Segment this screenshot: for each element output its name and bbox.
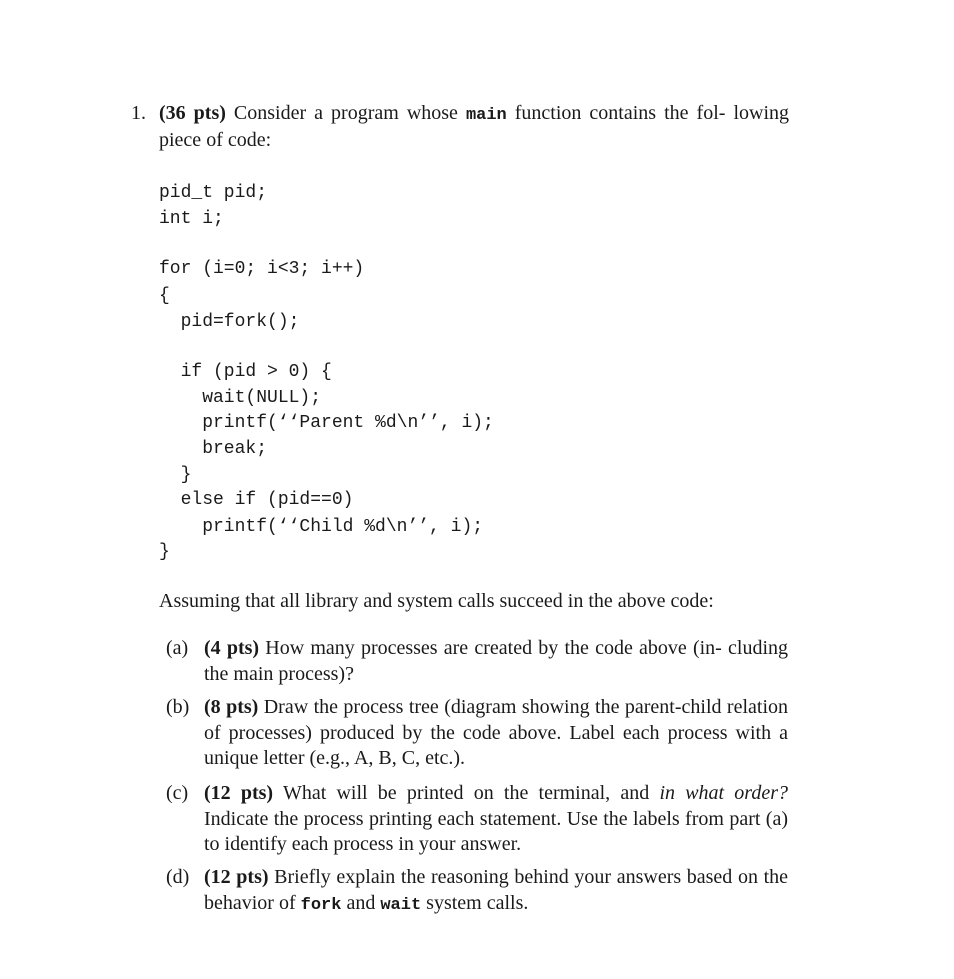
part-d-code-fork: fork [300, 895, 342, 915]
intro-text-after: function contains the fol- lowing piece of code: [159, 102, 789, 151]
part-d-text-1: Briefly explain the reasoning behind your answers based on the behavior of [204, 866, 789, 914]
code-line-7: wait(NULL); [159, 388, 322, 408]
assumption-text: Assuming that all library and system calls succeed in the above code: [159, 590, 714, 612]
part-d-body [204, 865, 788, 918]
part-c-body [204, 781, 788, 858]
code-line-1: pid_t pid; [159, 183, 268, 203]
part-d-text-2: and [346, 891, 376, 914]
code-line-11: else if (pid==0) [159, 490, 354, 510]
part-b [166, 695, 788, 772]
intro-text-before: Consider a program whose [233, 102, 458, 124]
code-line-10: } [159, 465, 192, 485]
code-line-8: printf(‘‘Parent %d\n’’, i); [159, 413, 494, 433]
part-d-label: (d) [166, 866, 190, 888]
code-line-9: break; [159, 439, 268, 459]
part-a-body [204, 636, 788, 687]
part-b-points: (8 pts) [204, 696, 259, 718]
part-d [166, 865, 788, 918]
code-line-2: int i; [159, 209, 224, 229]
part-a [166, 636, 788, 687]
part-a-points: (4 pts) [204, 637, 260, 659]
part-c-text-1: What will be printed on the terminal, and [282, 782, 650, 804]
code-line-3: for (i=0; i<3; i++) [159, 259, 365, 279]
part-d-text-3: system calls. [426, 891, 529, 914]
part-b-body [204, 695, 788, 772]
part-c-text-2: Indicate the process printing each statement. Use the labels from part (a) to identify each process in your answer. [204, 807, 788, 855]
part-c [166, 781, 788, 858]
part-c-text-italic: in what order? [659, 782, 789, 804]
part-d-code-wait: wait [380, 895, 422, 915]
part-a-text: How many processes are created by the code above (in- cluding the main process)? [204, 637, 788, 685]
question-points: (36 pts) [159, 102, 226, 124]
part-b-label: (b) [166, 696, 190, 718]
code-line-4: { [159, 286, 170, 306]
question-intro [159, 101, 789, 153]
code-line-13: } [159, 542, 170, 562]
code-line-6: if (pid > 0) { [159, 362, 332, 382]
intro-code-main: main [465, 106, 507, 125]
part-d-points: (12 pts) [204, 866, 269, 888]
part-b-text: Draw the process tree (diagram showing the parent-child relation of processes) produced by the code above. Label each process with a unique letter (e.g., A, B, C, etc.). [204, 696, 789, 769]
question-number: 1. [131, 102, 146, 124]
code-line-5: pid=fork(); [159, 312, 300, 332]
part-a-label: (a) [166, 637, 189, 659]
part-c-points: (12 pts) [204, 782, 274, 804]
code-line-12: printf(‘‘Child %d\n’’, i); [159, 517, 484, 537]
part-c-label: (c) [166, 782, 189, 804]
